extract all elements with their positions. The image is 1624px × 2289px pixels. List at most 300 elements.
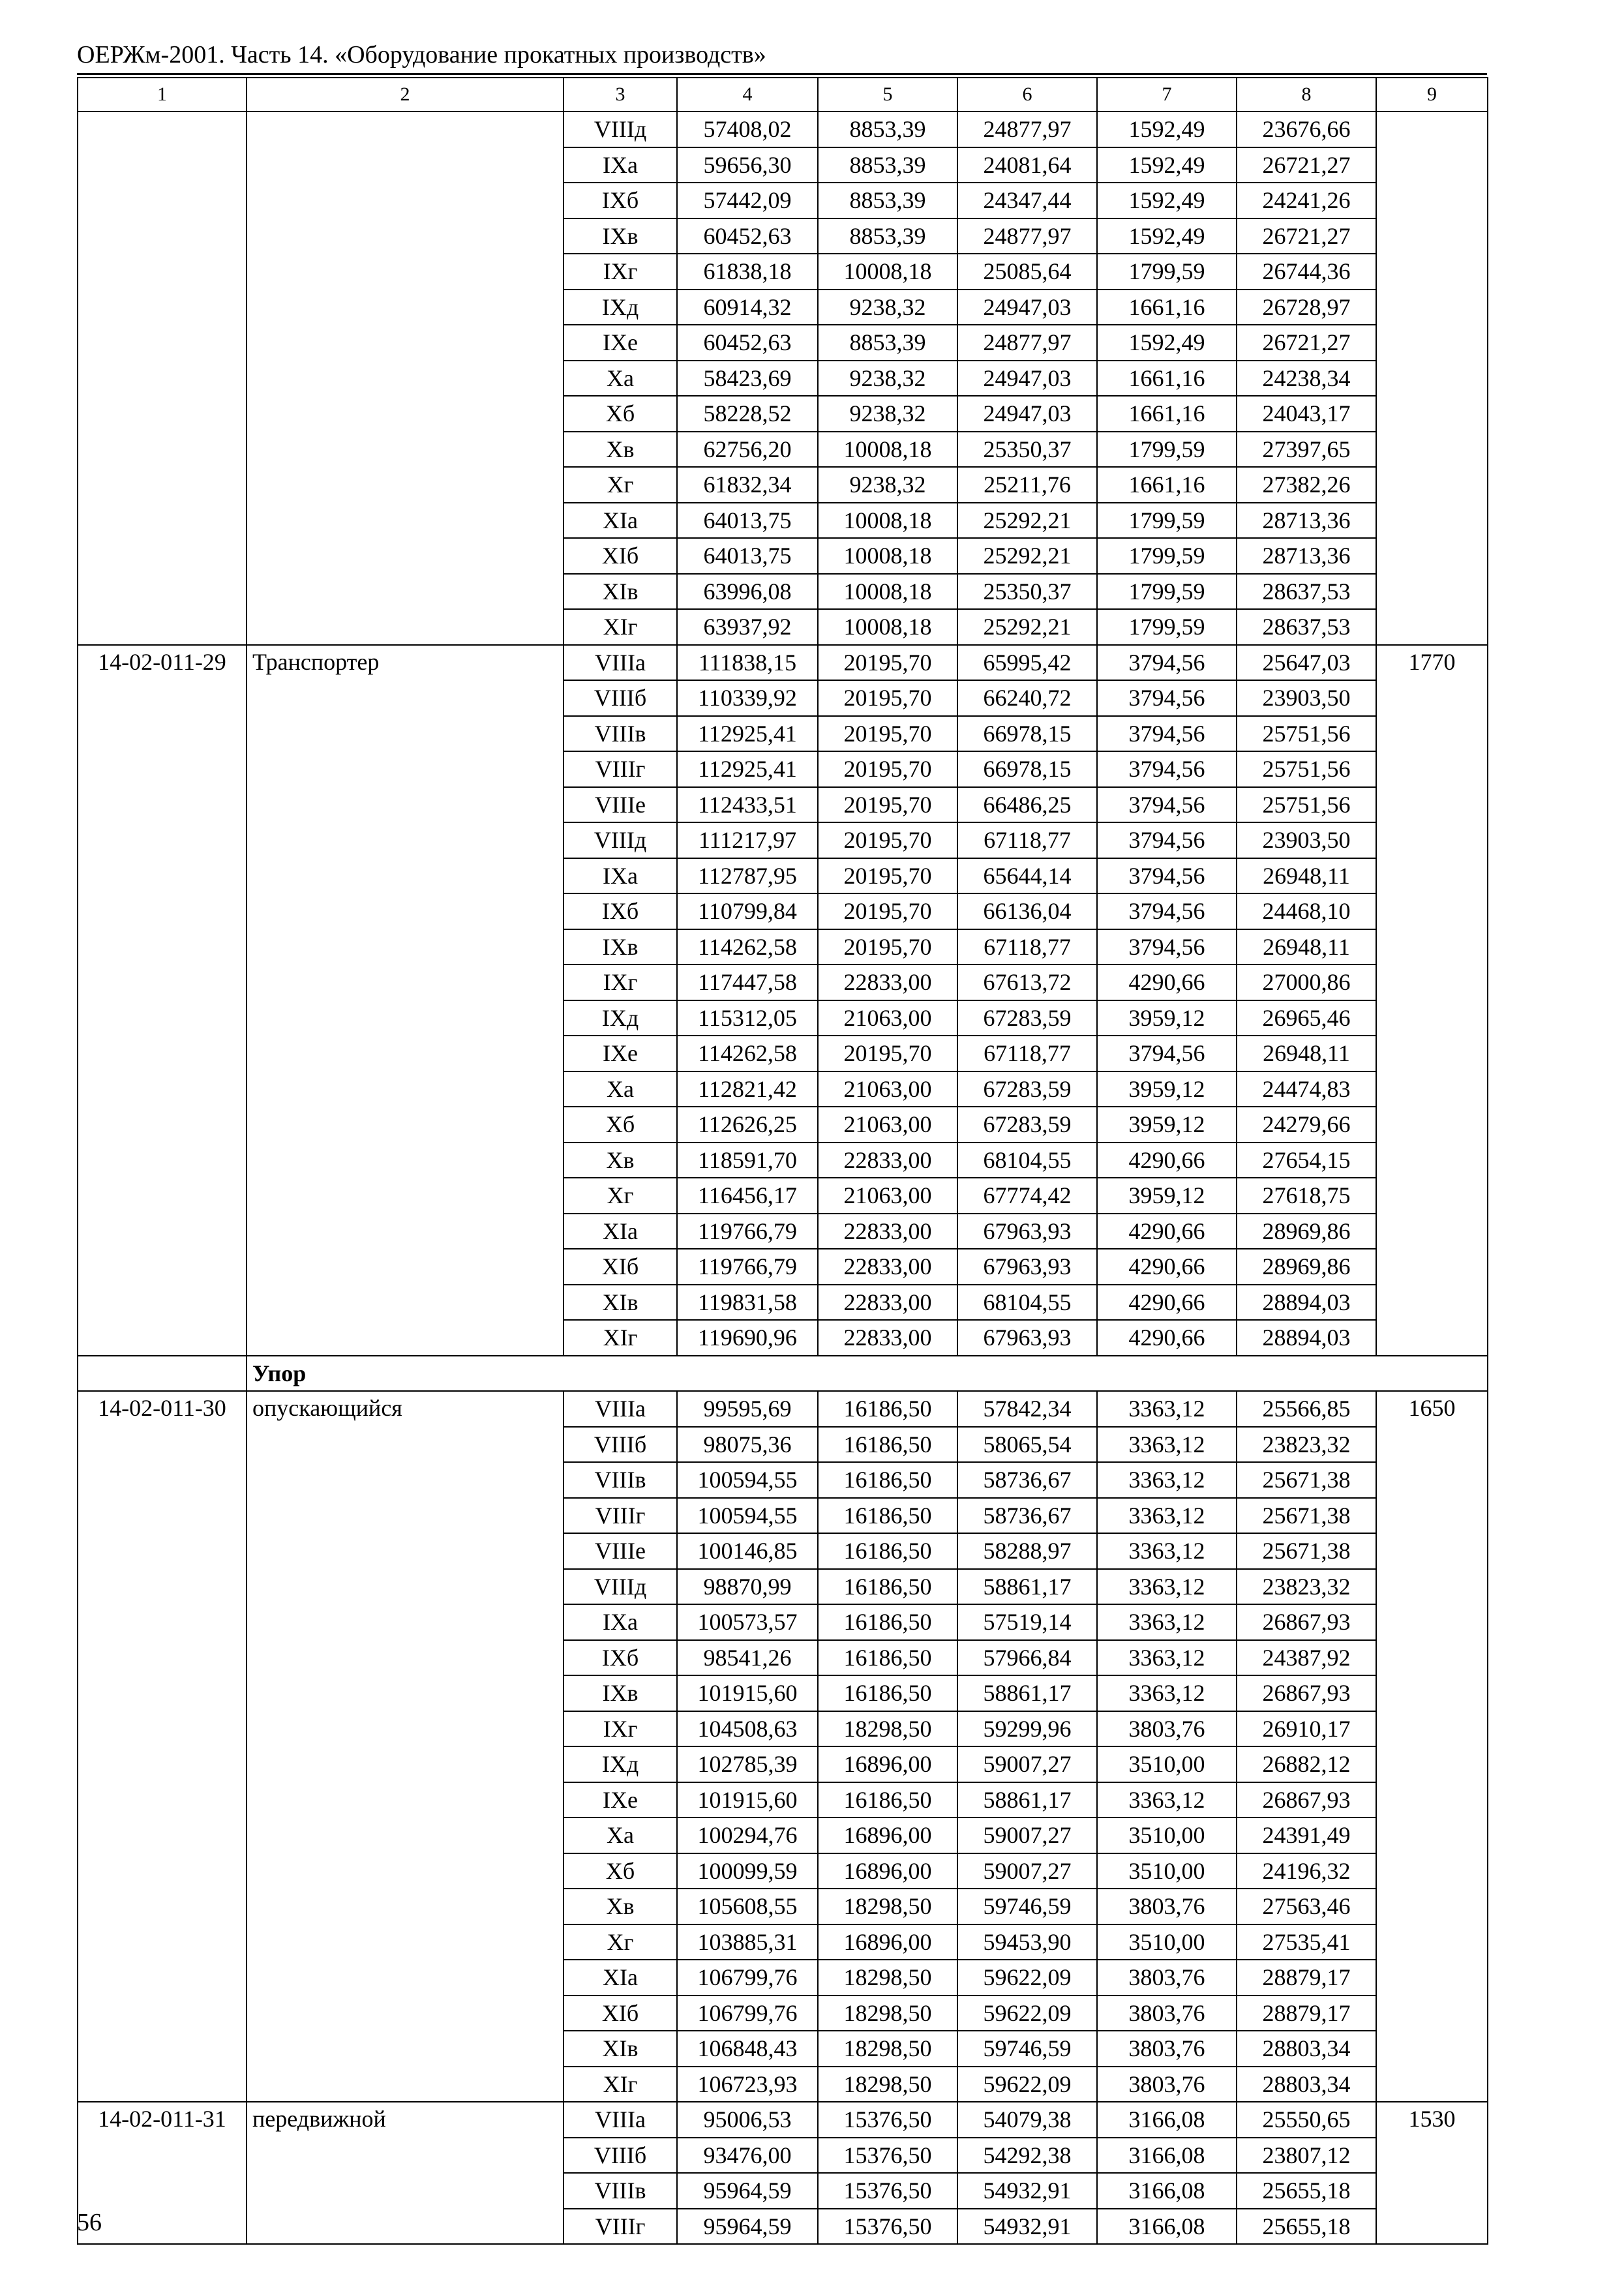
zone-code: IXг bbox=[564, 965, 677, 1000]
zone-code: IXв bbox=[564, 218, 677, 254]
zone-code: IXд bbox=[564, 1746, 677, 1782]
machine-labor-cost: 3794,56 bbox=[1097, 787, 1237, 823]
machine-labor-cost: 3803,76 bbox=[1097, 1711, 1237, 1747]
zone-code: VIIIг bbox=[564, 2209, 677, 2245]
material-cost: 25671,38 bbox=[1237, 1498, 1376, 1534]
machine-labor-cost: 4290,66 bbox=[1097, 965, 1237, 1000]
machine-cost: 24877,97 bbox=[957, 325, 1097, 361]
material-cost: 26867,93 bbox=[1237, 1675, 1376, 1711]
machine-labor-cost: 3363,12 bbox=[1097, 1782, 1237, 1818]
machine-cost: 66978,15 bbox=[957, 716, 1097, 752]
machine-labor-cost: 3363,12 bbox=[1097, 1533, 1237, 1569]
column-number: 9 bbox=[1376, 78, 1488, 112]
material-cost: 28879,17 bbox=[1237, 1996, 1376, 2031]
machine-cost: 67963,93 bbox=[957, 1249, 1097, 1285]
labor-cost: 18298,50 bbox=[818, 1711, 957, 1747]
machine-cost: 66486,25 bbox=[957, 787, 1097, 823]
group-heading-empty-cell bbox=[78, 1356, 247, 1392]
total-cost: 104508,63 bbox=[677, 1711, 818, 1747]
material-cost: 25655,18 bbox=[1237, 2209, 1376, 2245]
zone-code: IXб bbox=[564, 183, 677, 218]
zone-code: Xг bbox=[564, 467, 677, 503]
material-cost: 26910,17 bbox=[1237, 1711, 1376, 1747]
machine-cost: 67613,72 bbox=[957, 965, 1097, 1000]
machine-cost: 24947,03 bbox=[957, 396, 1097, 432]
labor-cost: 21063,00 bbox=[818, 1178, 957, 1214]
material-cost: 27618,75 bbox=[1237, 1178, 1376, 1214]
zone-code: XIа bbox=[564, 1214, 677, 1249]
material-cost: 28894,03 bbox=[1237, 1320, 1376, 1356]
machine-cost: 25350,37 bbox=[957, 574, 1097, 610]
total-cost: 100573,57 bbox=[677, 1604, 818, 1640]
machine-cost: 67283,59 bbox=[957, 1000, 1097, 1036]
material-cost: 28894,03 bbox=[1237, 1285, 1376, 1321]
machine-cost: 57842,34 bbox=[957, 1391, 1097, 1427]
item-code: 14-02-011-29 bbox=[78, 645, 247, 1356]
machine-labor-cost: 3794,56 bbox=[1097, 645, 1237, 681]
total-cost: 60914,32 bbox=[677, 290, 818, 325]
material-cost: 28803,34 bbox=[1237, 2031, 1376, 2067]
total-cost: 111838,15 bbox=[677, 645, 818, 681]
zone-code: Xа bbox=[564, 1071, 677, 1107]
material-cost: 26867,93 bbox=[1237, 1782, 1376, 1818]
labor-cost: 16896,00 bbox=[818, 1746, 957, 1782]
labor-cost: 18298,50 bbox=[818, 1996, 957, 2031]
machine-cost: 67118,77 bbox=[957, 929, 1097, 965]
labor-cost: 16186,50 bbox=[818, 1604, 957, 1640]
machine-cost: 59007,27 bbox=[957, 1818, 1097, 1853]
machine-labor-cost: 1592,49 bbox=[1097, 112, 1237, 147]
material-cost: 25671,38 bbox=[1237, 1533, 1376, 1569]
zone-code: Xв bbox=[564, 432, 677, 468]
zone-code: VIIIд bbox=[564, 112, 677, 147]
labor-cost: 20195,70 bbox=[818, 929, 957, 965]
machine-labor-cost: 3166,08 bbox=[1097, 2173, 1237, 2209]
zone-code: VIIIб bbox=[564, 680, 677, 716]
table-row bbox=[78, 112, 1488, 147]
material-cost: 28713,36 bbox=[1237, 538, 1376, 574]
labor-cost: 22833,00 bbox=[818, 1249, 957, 1285]
zone-code: XIг bbox=[564, 1320, 677, 1356]
zone-code: IXе bbox=[564, 1782, 677, 1818]
zone-code: XIа bbox=[564, 503, 677, 539]
zone-code: XIб bbox=[564, 1249, 677, 1285]
total-cost: 119690,96 bbox=[677, 1320, 818, 1356]
labor-cost: 20195,70 bbox=[818, 893, 957, 929]
machine-labor-cost: 3959,12 bbox=[1097, 1000, 1237, 1036]
column-number: 6 bbox=[957, 78, 1097, 112]
table-body bbox=[78, 78, 1488, 2244]
labor-cost: 20195,70 bbox=[818, 822, 957, 858]
machine-cost: 54932,91 bbox=[957, 2173, 1097, 2209]
total-cost: 112787,95 bbox=[677, 858, 818, 894]
labor-hours: 1770 bbox=[1376, 645, 1488, 1356]
machine-cost: 24947,03 bbox=[957, 361, 1097, 396]
labor-cost: 22833,00 bbox=[818, 965, 957, 1000]
labor-cost: 10008,18 bbox=[818, 432, 957, 468]
material-cost: 24043,17 bbox=[1237, 396, 1376, 432]
zone-code: IXв bbox=[564, 929, 677, 965]
zone-code: IXа bbox=[564, 147, 677, 183]
machine-labor-cost: 1799,59 bbox=[1097, 574, 1237, 610]
zone-code: Xг bbox=[564, 1924, 677, 1960]
labor-cost: 16186,50 bbox=[818, 1427, 957, 1463]
machine-cost: 54932,91 bbox=[957, 2209, 1097, 2245]
zone-code: Xг bbox=[564, 1178, 677, 1214]
machine-labor-cost: 3166,08 bbox=[1097, 2209, 1237, 2245]
zone-code: VIIIв bbox=[564, 2173, 677, 2209]
total-cost: 119766,79 bbox=[677, 1249, 818, 1285]
material-cost: 25751,56 bbox=[1237, 716, 1376, 752]
labor-cost: 16896,00 bbox=[818, 1924, 957, 1960]
machine-labor-cost: 3794,56 bbox=[1097, 893, 1237, 929]
machine-cost: 67283,59 bbox=[957, 1071, 1097, 1107]
labor-cost: 10008,18 bbox=[818, 538, 957, 574]
zone-code: VIIIг bbox=[564, 751, 677, 787]
machine-cost: 57519,14 bbox=[957, 1604, 1097, 1640]
machine-cost: 66240,72 bbox=[957, 680, 1097, 716]
total-cost: 95964,59 bbox=[677, 2173, 818, 2209]
labor-cost: 20195,70 bbox=[818, 680, 957, 716]
total-cost: 101915,60 bbox=[677, 1675, 818, 1711]
machine-cost: 59299,96 bbox=[957, 1711, 1097, 1747]
machine-cost: 58736,67 bbox=[957, 1498, 1097, 1534]
machine-labor-cost: 3510,00 bbox=[1097, 1924, 1237, 1960]
machine-cost: 59746,59 bbox=[957, 1889, 1097, 1924]
total-cost: 100146,85 bbox=[677, 1533, 818, 1569]
column-number: 2 bbox=[247, 78, 564, 112]
material-cost: 24468,10 bbox=[1237, 893, 1376, 929]
item-code bbox=[78, 112, 247, 645]
zone-code: IXе bbox=[564, 1036, 677, 1071]
machine-cost: 24877,97 bbox=[957, 218, 1097, 254]
labor-cost: 20195,70 bbox=[818, 645, 957, 681]
labor-cost: 9238,32 bbox=[818, 467, 957, 503]
total-cost: 63996,08 bbox=[677, 574, 818, 610]
machine-labor-cost: 1799,59 bbox=[1097, 503, 1237, 539]
column-number: 7 bbox=[1097, 78, 1237, 112]
machine-labor-cost: 4290,66 bbox=[1097, 1249, 1237, 1285]
total-cost: 114262,58 bbox=[677, 1036, 818, 1071]
zone-code: Xб bbox=[564, 1107, 677, 1143]
total-cost: 103885,31 bbox=[677, 1924, 818, 1960]
group-heading: Упор bbox=[247, 1356, 1488, 1392]
labor-cost: 16186,50 bbox=[818, 1462, 957, 1498]
total-cost: 112925,41 bbox=[677, 716, 818, 752]
machine-labor-cost: 3794,56 bbox=[1097, 1036, 1237, 1071]
machine-cost: 57966,84 bbox=[957, 1640, 1097, 1676]
machine-cost: 68104,55 bbox=[957, 1143, 1097, 1178]
labor-cost: 16186,50 bbox=[818, 1498, 957, 1534]
material-cost: 24391,49 bbox=[1237, 1818, 1376, 1853]
total-cost: 112433,51 bbox=[677, 787, 818, 823]
zone-code: VIIIе bbox=[564, 787, 677, 823]
total-cost: 61832,34 bbox=[677, 467, 818, 503]
material-cost: 26948,11 bbox=[1237, 929, 1376, 965]
machine-cost: 68104,55 bbox=[957, 1285, 1097, 1321]
zone-code: VIIIв bbox=[564, 1462, 677, 1498]
machine-labor-cost: 4290,66 bbox=[1097, 1143, 1237, 1178]
machine-labor-cost: 3166,08 bbox=[1097, 2138, 1237, 2174]
labor-cost: 9238,32 bbox=[818, 361, 957, 396]
material-cost: 25751,56 bbox=[1237, 787, 1376, 823]
machine-labor-cost: 3510,00 bbox=[1097, 1818, 1237, 1853]
total-cost: 114262,58 bbox=[677, 929, 818, 965]
material-cost: 28879,17 bbox=[1237, 1960, 1376, 1996]
machine-cost: 67118,77 bbox=[957, 822, 1097, 858]
machine-cost: 24347,44 bbox=[957, 183, 1097, 218]
machine-cost: 54292,38 bbox=[957, 2138, 1097, 2174]
zone-code: VIIIа bbox=[564, 2102, 677, 2138]
labor-hours bbox=[1376, 112, 1488, 645]
zone-code: VIIIг bbox=[564, 1498, 677, 1534]
material-cost: 26882,12 bbox=[1237, 1746, 1376, 1782]
labor-cost: 8853,39 bbox=[818, 183, 957, 218]
zone-code: XIг bbox=[564, 2067, 677, 2102]
column-number: 1 bbox=[78, 78, 247, 112]
total-cost: 95006,53 bbox=[677, 2102, 818, 2138]
machine-cost: 66978,15 bbox=[957, 751, 1097, 787]
material-cost: 23807,12 bbox=[1237, 2138, 1376, 2174]
labor-cost: 22833,00 bbox=[818, 1285, 957, 1321]
zone-code: IXд bbox=[564, 1000, 677, 1036]
labor-cost: 21063,00 bbox=[818, 1000, 957, 1036]
zone-code: VIIIд bbox=[564, 822, 677, 858]
labor-cost: 8853,39 bbox=[818, 325, 957, 361]
item-code: 14-02-011-31 bbox=[78, 2102, 247, 2244]
material-cost: 27563,46 bbox=[1237, 1889, 1376, 1924]
zone-code: IXа bbox=[564, 858, 677, 894]
total-cost: 119766,79 bbox=[677, 1214, 818, 1249]
zone-code: XIв bbox=[564, 2031, 677, 2067]
zone-code: VIIIб bbox=[564, 2138, 677, 2174]
machine-cost: 59453,90 bbox=[957, 1924, 1097, 1960]
machine-labor-cost: 3363,12 bbox=[1097, 1462, 1237, 1498]
labor-cost: 10008,18 bbox=[818, 503, 957, 539]
item-code: 14-02-011-30 bbox=[78, 1391, 247, 2102]
total-cost: 63937,92 bbox=[677, 609, 818, 645]
total-cost: 111217,97 bbox=[677, 822, 818, 858]
total-cost: 60452,63 bbox=[677, 325, 818, 361]
table-row bbox=[78, 645, 1488, 681]
table-row bbox=[78, 2102, 1488, 2138]
header-rule bbox=[77, 73, 1487, 75]
machine-cost: 59746,59 bbox=[957, 2031, 1097, 2067]
total-cost: 58423,69 bbox=[677, 361, 818, 396]
machine-labor-cost: 3803,76 bbox=[1097, 1996, 1237, 2031]
labor-cost: 16186,50 bbox=[818, 1569, 957, 1605]
material-cost: 28969,86 bbox=[1237, 1249, 1376, 1285]
machine-cost: 25350,37 bbox=[957, 432, 1097, 468]
zone-code: XIв bbox=[564, 1285, 677, 1321]
total-cost: 98870,99 bbox=[677, 1569, 818, 1605]
material-cost: 25751,56 bbox=[1237, 751, 1376, 787]
machine-labor-cost: 3803,76 bbox=[1097, 1960, 1237, 1996]
total-cost: 60452,63 bbox=[677, 218, 818, 254]
item-name: передвижной bbox=[247, 2102, 564, 2244]
material-cost: 26965,46 bbox=[1237, 1000, 1376, 1036]
machine-cost: 58065,54 bbox=[957, 1427, 1097, 1463]
machine-labor-cost: 3166,08 bbox=[1097, 2102, 1237, 2138]
zone-code: IXб bbox=[564, 893, 677, 929]
total-cost: 100294,76 bbox=[677, 1818, 818, 1853]
machine-labor-cost: 3363,12 bbox=[1097, 1427, 1237, 1463]
material-cost: 28969,86 bbox=[1237, 1214, 1376, 1249]
labor-cost: 22833,00 bbox=[818, 1320, 957, 1356]
labor-cost: 18298,50 bbox=[818, 2067, 957, 2102]
column-number: 4 bbox=[677, 78, 818, 112]
machine-cost: 58288,97 bbox=[957, 1533, 1097, 1569]
total-cost: 102785,39 bbox=[677, 1746, 818, 1782]
material-cost: 25566,85 bbox=[1237, 1391, 1376, 1427]
machine-labor-cost: 3510,00 bbox=[1097, 1746, 1237, 1782]
machine-cost: 59007,27 bbox=[957, 1746, 1097, 1782]
total-cost: 112626,25 bbox=[677, 1107, 818, 1143]
machine-cost: 58861,17 bbox=[957, 1675, 1097, 1711]
machine-cost: 58861,17 bbox=[957, 1782, 1097, 1818]
zone-code: VIIIа bbox=[564, 1391, 677, 1427]
total-cost: 101915,60 bbox=[677, 1782, 818, 1818]
zone-code: XIб bbox=[564, 538, 677, 574]
machine-cost: 65644,14 bbox=[957, 858, 1097, 894]
machine-labor-cost: 3794,56 bbox=[1097, 716, 1237, 752]
machine-cost: 25292,21 bbox=[957, 609, 1097, 645]
total-cost: 112925,41 bbox=[677, 751, 818, 787]
total-cost: 118591,70 bbox=[677, 1143, 818, 1178]
machine-labor-cost: 3803,76 bbox=[1097, 1889, 1237, 1924]
total-cost: 112821,42 bbox=[677, 1071, 818, 1107]
total-cost: 100594,55 bbox=[677, 1498, 818, 1534]
zone-code: Xа bbox=[564, 1818, 677, 1853]
total-cost: 106848,43 bbox=[677, 2031, 818, 2067]
machine-cost: 67963,93 bbox=[957, 1214, 1097, 1249]
machine-labor-cost: 1799,59 bbox=[1097, 609, 1237, 645]
zone-code: Xб bbox=[564, 396, 677, 432]
machine-labor-cost: 1799,59 bbox=[1097, 538, 1237, 574]
total-cost: 59656,30 bbox=[677, 147, 818, 183]
machine-labor-cost: 1592,49 bbox=[1097, 325, 1237, 361]
zone-code: IXг bbox=[564, 1711, 677, 1747]
material-cost: 27000,86 bbox=[1237, 965, 1376, 1000]
zone-code: VIIIе bbox=[564, 1533, 677, 1569]
machine-cost: 25085,64 bbox=[957, 254, 1097, 290]
labor-cost: 16186,50 bbox=[818, 1675, 957, 1711]
material-cost: 25550,65 bbox=[1237, 2102, 1376, 2138]
machine-cost: 25292,21 bbox=[957, 503, 1097, 539]
machine-labor-cost: 3363,12 bbox=[1097, 1640, 1237, 1676]
material-cost: 26948,11 bbox=[1237, 858, 1376, 894]
machine-labor-cost: 3794,56 bbox=[1097, 822, 1237, 858]
machine-cost: 67118,77 bbox=[957, 1036, 1097, 1071]
labor-cost: 20195,70 bbox=[818, 787, 957, 823]
labor-cost: 10008,18 bbox=[818, 609, 957, 645]
machine-labor-cost: 3794,56 bbox=[1097, 929, 1237, 965]
machine-cost: 54079,38 bbox=[957, 2102, 1097, 2138]
labor-cost: 22833,00 bbox=[818, 1214, 957, 1249]
machine-cost: 24081,64 bbox=[957, 147, 1097, 183]
machine-labor-cost: 1661,16 bbox=[1097, 396, 1237, 432]
total-cost: 95964,59 bbox=[677, 2209, 818, 2245]
labor-cost: 15376,50 bbox=[818, 2173, 957, 2209]
machine-labor-cost: 3794,56 bbox=[1097, 751, 1237, 787]
machine-cost: 65995,42 bbox=[957, 645, 1097, 681]
total-cost: 98075,36 bbox=[677, 1427, 818, 1463]
machine-labor-cost: 3510,00 bbox=[1097, 1853, 1237, 1889]
machine-labor-cost: 3363,12 bbox=[1097, 1569, 1237, 1605]
machine-cost: 59622,09 bbox=[957, 2067, 1097, 2102]
table-row bbox=[78, 1391, 1488, 1427]
total-cost: 57442,09 bbox=[677, 183, 818, 218]
column-number: 3 bbox=[564, 78, 677, 112]
labor-cost: 8853,39 bbox=[818, 112, 957, 147]
material-cost: 24241,26 bbox=[1237, 183, 1376, 218]
total-cost: 115312,05 bbox=[677, 1000, 818, 1036]
material-cost: 27654,15 bbox=[1237, 1143, 1376, 1178]
machine-cost: 67283,59 bbox=[957, 1107, 1097, 1143]
zone-code: VIIIв bbox=[564, 716, 677, 752]
total-cost: 64013,75 bbox=[677, 503, 818, 539]
total-cost: 110339,92 bbox=[677, 680, 818, 716]
machine-labor-cost: 1661,16 bbox=[1097, 361, 1237, 396]
machine-labor-cost: 3959,12 bbox=[1097, 1071, 1237, 1107]
total-cost: 117447,58 bbox=[677, 965, 818, 1000]
machine-labor-cost: 1592,49 bbox=[1097, 183, 1237, 218]
labor-cost: 18298,50 bbox=[818, 1960, 957, 1996]
total-cost: 106799,76 bbox=[677, 1996, 818, 2031]
total-cost: 106723,93 bbox=[677, 2067, 818, 2102]
material-cost: 24196,32 bbox=[1237, 1853, 1376, 1889]
machine-cost: 25211,76 bbox=[957, 467, 1097, 503]
labor-cost: 20195,70 bbox=[818, 1036, 957, 1071]
item-name: Транспортер bbox=[247, 645, 564, 1356]
labor-cost: 16896,00 bbox=[818, 1818, 957, 1853]
machine-labor-cost: 4290,66 bbox=[1097, 1320, 1237, 1356]
total-cost: 61838,18 bbox=[677, 254, 818, 290]
zone-code: IXе bbox=[564, 325, 677, 361]
machine-cost: 59622,09 bbox=[957, 1960, 1097, 1996]
total-cost: 62756,20 bbox=[677, 432, 818, 468]
total-cost: 57408,02 bbox=[677, 112, 818, 147]
labor-cost: 16186,50 bbox=[818, 1391, 957, 1427]
material-cost: 28637,53 bbox=[1237, 609, 1376, 645]
machine-cost: 67963,93 bbox=[957, 1320, 1097, 1356]
machine-cost: 67774,42 bbox=[957, 1178, 1097, 1214]
machine-labor-cost: 3803,76 bbox=[1097, 2031, 1237, 2067]
group-heading-row bbox=[78, 1356, 1488, 1392]
labor-cost: 20195,70 bbox=[818, 716, 957, 752]
material-cost: 26721,27 bbox=[1237, 218, 1376, 254]
material-cost: 28637,53 bbox=[1237, 574, 1376, 610]
zone-code: Xв bbox=[564, 1143, 677, 1178]
zone-code: VIIIб bbox=[564, 1427, 677, 1463]
material-cost: 24238,34 bbox=[1237, 361, 1376, 396]
material-cost: 28713,36 bbox=[1237, 503, 1376, 539]
machine-labor-cost: 3794,56 bbox=[1097, 680, 1237, 716]
machine-labor-cost: 1799,59 bbox=[1097, 432, 1237, 468]
zone-code: VIIIа bbox=[564, 645, 677, 681]
labor-cost: 10008,18 bbox=[818, 254, 957, 290]
labor-cost: 9238,32 bbox=[818, 290, 957, 325]
zone-code: XIа bbox=[564, 1960, 677, 1996]
total-cost: 58228,52 bbox=[677, 396, 818, 432]
zone-code: Xв bbox=[564, 1889, 677, 1924]
labor-cost: 16186,50 bbox=[818, 1782, 957, 1818]
labor-cost: 18298,50 bbox=[818, 2031, 957, 2067]
zone-code: IXб bbox=[564, 1640, 677, 1676]
material-cost: 26867,93 bbox=[1237, 1604, 1376, 1640]
zone-code: IXа bbox=[564, 1604, 677, 1640]
zone-code: IXд bbox=[564, 290, 677, 325]
